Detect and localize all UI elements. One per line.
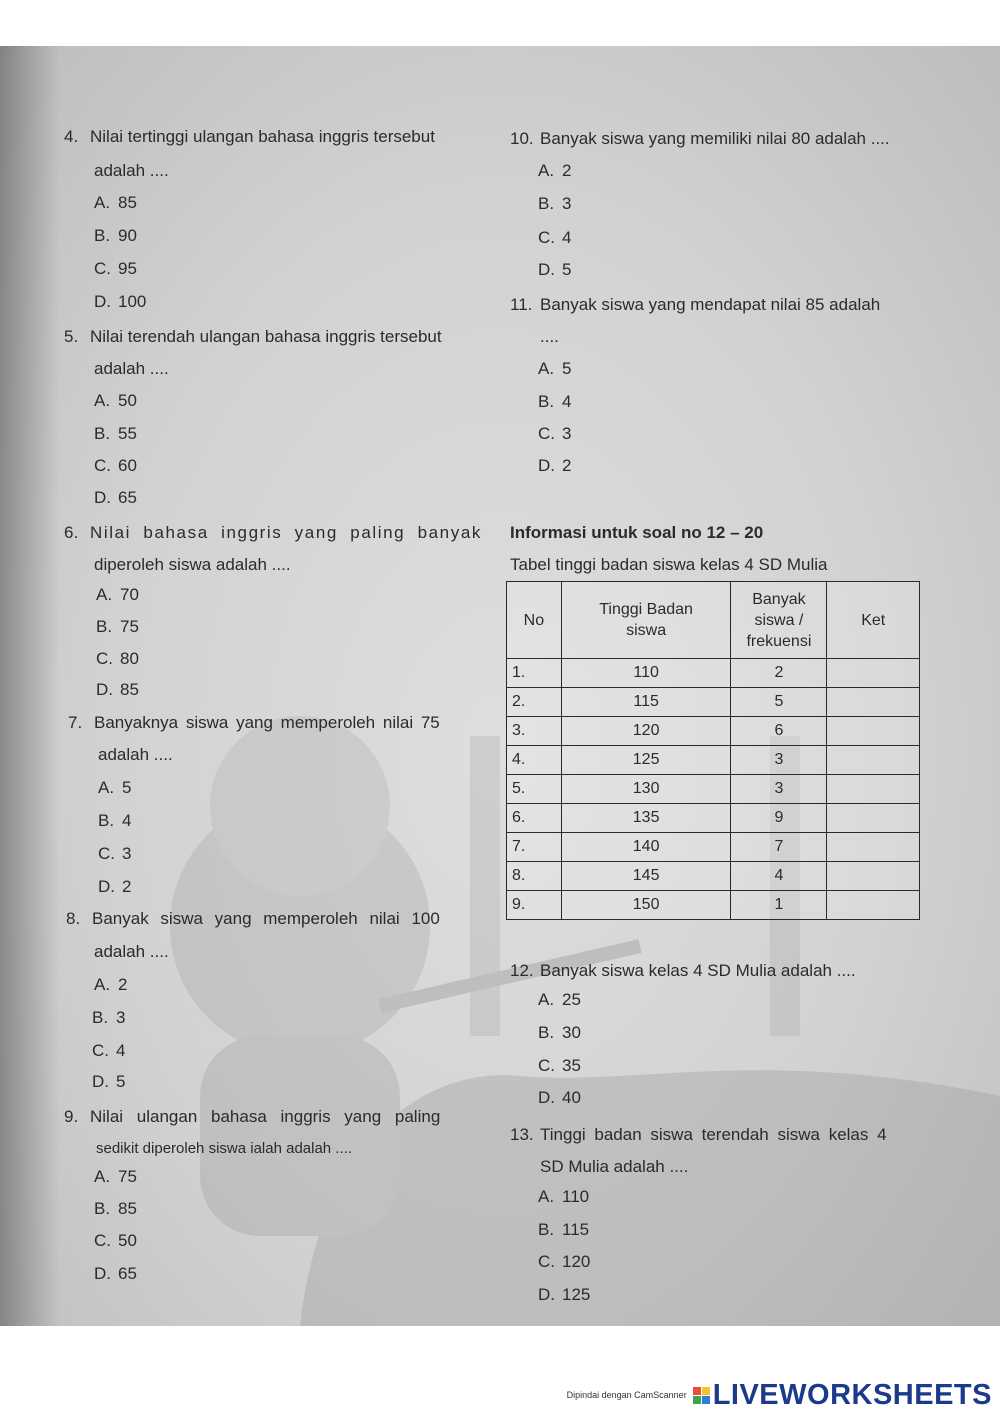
table-row: 1. 110 2	[507, 659, 920, 688]
table-row: 7. 140 7	[507, 833, 920, 862]
question-12: 12. Banyak siswa kelas 4 SD Mulia adalah ....	[510, 961, 856, 980]
table-row: 3. 120 6	[507, 717, 920, 746]
ket-cell[interactable]	[827, 862, 920, 891]
option-8b[interactable]: B. 3	[92, 1008, 126, 1027]
ket-cell[interactable]	[827, 659, 920, 688]
table-caption: Tabel tinggi badan siswa kelas 4 SD Mulia	[510, 555, 828, 574]
option-9c[interactable]: C. 50	[94, 1231, 137, 1250]
question-7-cont: adalah ....	[98, 745, 173, 764]
option-11b[interactable]: B. 4	[538, 392, 572, 411]
question-9: 9. Nilai ulangan bahasa inggris yang paling	[64, 1107, 441, 1126]
table-row: 2. 115 5	[507, 688, 920, 717]
question-10: 10. Banyak siswa yang memiliki nilai 80 adalah ....	[510, 129, 890, 148]
option-13d[interactable]: D. 125	[538, 1285, 591, 1304]
option-5c[interactable]: C. 60	[94, 456, 137, 475]
option-4a[interactable]: A. 85	[94, 193, 137, 212]
option-6d[interactable]: D. 85	[96, 680, 139, 699]
option-10b[interactable]: B. 3	[538, 194, 572, 213]
table-row: 5. 130 3	[507, 775, 920, 804]
question-13: 13. Tinggi badan siswa terendah siswa kelas 4	[510, 1125, 887, 1144]
option-12a[interactable]: A. 25	[538, 990, 581, 1009]
footer	[567, 1378, 992, 1412]
question-6-cont: diperoleh siswa adalah ....	[94, 555, 291, 574]
option-11c[interactable]: C. 3	[538, 424, 572, 443]
question-11-cont: ....	[540, 327, 559, 346]
option-10d[interactable]: D. 5	[538, 260, 572, 279]
ket-cell[interactable]	[827, 775, 920, 804]
option-9d[interactable]: D. 65	[94, 1264, 137, 1283]
scanned-page	[0, 46, 1000, 1326]
option-5b[interactable]: B. 55	[94, 424, 137, 443]
question-5-cont: adalah ....	[94, 359, 169, 378]
option-4c[interactable]: C. 95	[94, 259, 137, 278]
option-6a[interactable]: A. 70	[96, 585, 139, 604]
header-no: No	[507, 582, 562, 659]
table-row: 6. 135 9	[507, 804, 920, 833]
ket-cell[interactable]	[827, 891, 920, 920]
option-12c[interactable]: C. 35	[538, 1056, 581, 1075]
scan-note: Dipindai dengan CamScanner	[566, 1390, 687, 1400]
question-7: 7. Banyaknya siswa yang memperoleh nilai 75	[68, 713, 440, 732]
option-12b[interactable]: B. 30	[538, 1023, 581, 1042]
table-row: 8. 145 4	[507, 862, 920, 891]
question-9-cont: sedikit diperoleh siswa ialah adalah ....	[96, 1140, 352, 1157]
option-4d[interactable]: D. 100	[94, 292, 147, 311]
option-8a[interactable]: A. 2	[94, 975, 128, 994]
option-13b[interactable]: B. 115	[538, 1220, 590, 1239]
question-8: 8. Banyak siswa yang memperoleh nilai 100	[66, 909, 440, 928]
table-row: 9. 150 1	[507, 891, 920, 920]
question-5: 5. Nilai terendah ulangan bahasa inggris tersebut	[64, 327, 442, 346]
option-4b[interactable]: B. 90	[94, 226, 137, 245]
ket-cell[interactable]	[827, 688, 920, 717]
option-8d[interactable]: D. 5	[92, 1072, 126, 1091]
question-13-cont: SD Mulia adalah ....	[540, 1157, 689, 1176]
brand-name[interactable]: LIVEWORKSHEETS	[712, 1378, 992, 1411]
header-frequency: Banyak siswa / frekuensi	[731, 582, 827, 659]
question-8-cont: adalah ....	[94, 942, 169, 961]
question-6: 6. Nilai bahasa inggris yang paling banyak	[64, 523, 482, 542]
option-7a[interactable]: A. 5	[98, 778, 132, 797]
header-height: Tinggi Badan siswa	[561, 582, 731, 659]
height-table	[506, 581, 920, 920]
option-5d[interactable]: D. 65	[94, 488, 137, 507]
option-13a[interactable]: A. 110	[538, 1187, 590, 1206]
option-7c[interactable]: C. 3	[98, 844, 132, 863]
question-4: 4. Nilai tertinggi ulangan bahasa inggris tersebut	[64, 127, 435, 146]
ket-cell[interactable]	[827, 717, 920, 746]
ket-cell[interactable]	[827, 833, 920, 862]
option-11a[interactable]: A. 5	[538, 359, 572, 378]
option-12d[interactable]: D. 40	[538, 1088, 581, 1107]
header-ket: Ket	[827, 582, 920, 659]
table-header-row	[507, 582, 920, 659]
option-6b[interactable]: B. 75	[96, 617, 139, 636]
question-4-cont: adalah ....	[94, 161, 169, 180]
option-9a[interactable]: A. 75	[94, 1167, 137, 1186]
option-10c[interactable]: C. 4	[538, 228, 572, 247]
question-11: 11. Banyak siswa yang mendapat nilai 85 adalah	[510, 295, 881, 314]
option-9b[interactable]: B. 85	[94, 1199, 137, 1218]
option-13c[interactable]: C. 120	[538, 1252, 591, 1271]
option-10a[interactable]: A. 2	[538, 161, 572, 180]
liveworksheets-logo-icon	[693, 1387, 710, 1404]
info-title: Informasi untuk soal no 12 – 20	[510, 523, 764, 542]
option-8c[interactable]: C. 4	[92, 1041, 126, 1060]
table-row: 4. 125 3	[507, 746, 920, 775]
option-11d[interactable]: D. 2	[538, 456, 572, 475]
ket-cell[interactable]	[827, 746, 920, 775]
option-5a[interactable]: A. 50	[94, 391, 137, 410]
option-7d[interactable]: D. 2	[98, 877, 132, 896]
option-6c[interactable]: C. 80	[96, 649, 139, 668]
ket-cell[interactable]	[827, 804, 920, 833]
option-7b[interactable]: B. 4	[98, 811, 132, 830]
